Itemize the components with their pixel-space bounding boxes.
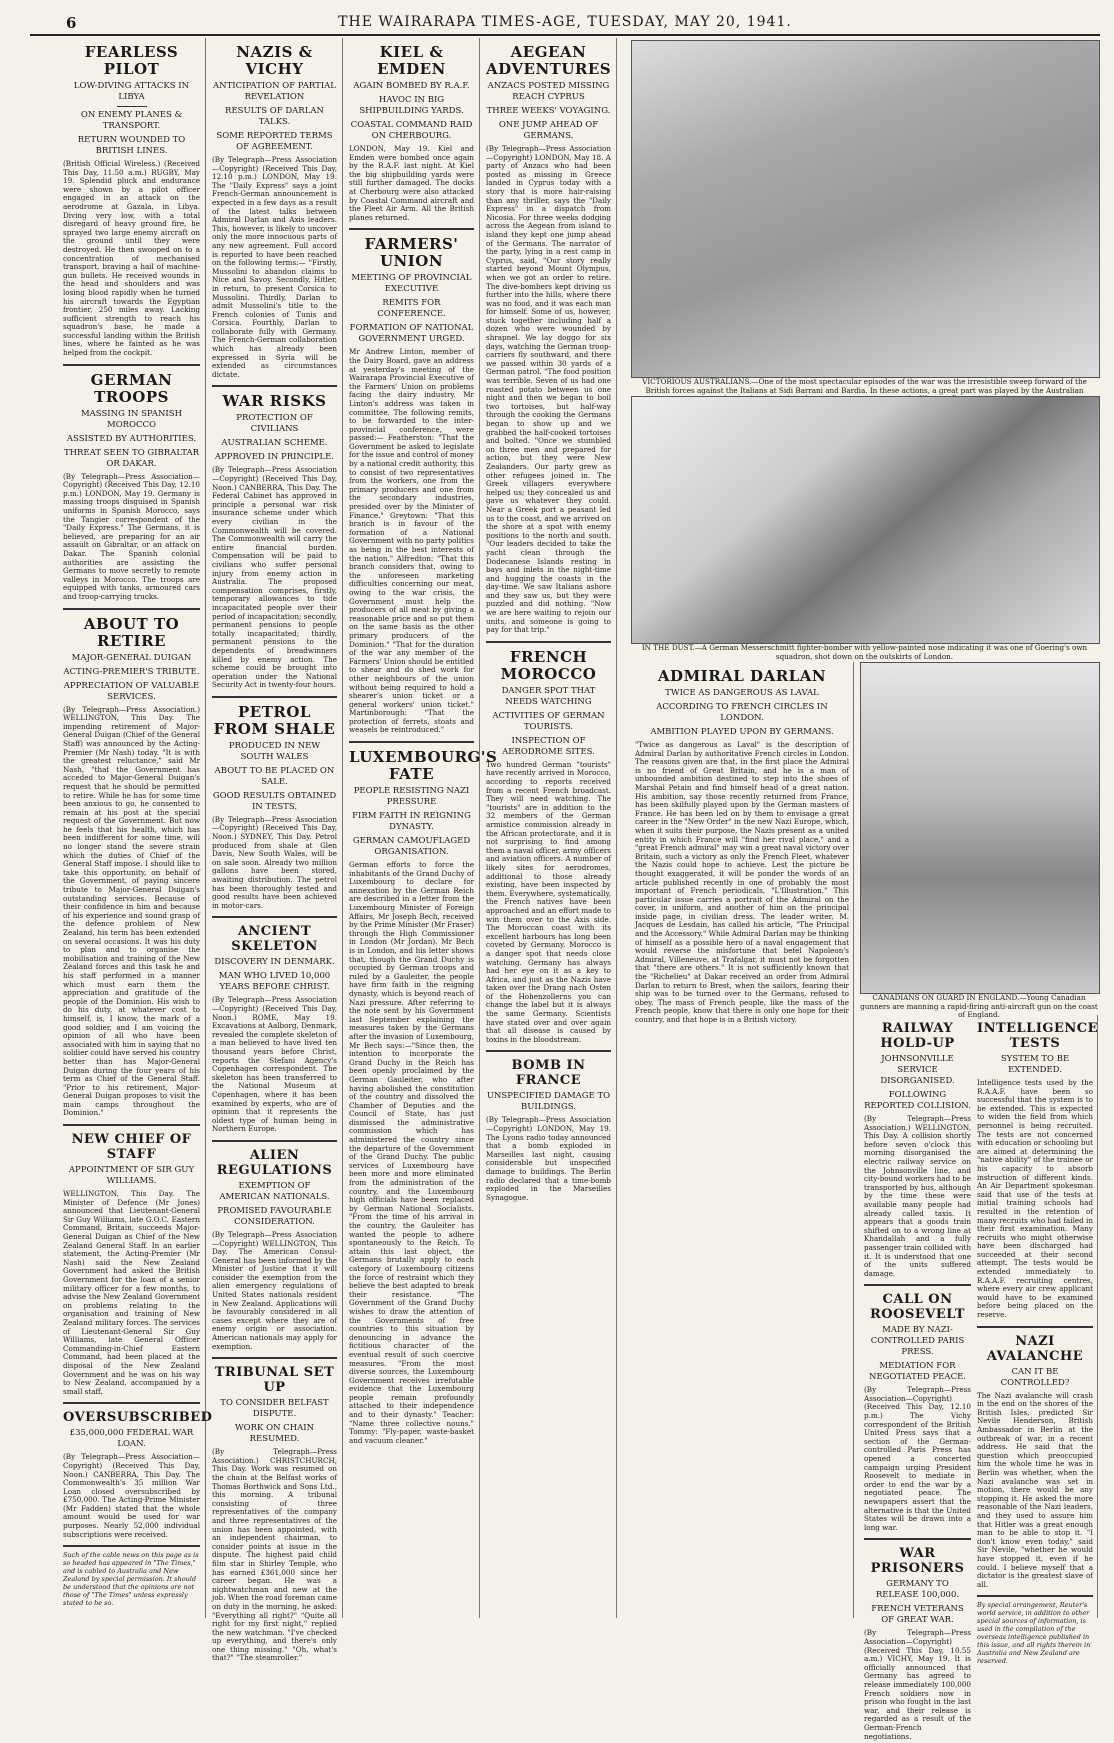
subheading: ANZACS POSTED MISSING REACH CYPRUS bbox=[487, 81, 610, 102]
headline: BOMB IN FRANCE bbox=[511, 1058, 586, 1089]
headline: WAR RISKS bbox=[222, 392, 327, 411]
subheading: APPROVED IN PRINCIPLE. bbox=[214, 452, 335, 463]
headline: KIEL & EMDEN bbox=[377, 43, 446, 78]
article-body: (By Telegraph—Press Association—Copyright) (Received This Day, Noon.) CANBERRA, This Day. The Federal Cabinet has approved in principle a personal war risk insurance scheme under which every civilian in the Commonwealth will be covered. The Commonwealth will carry the entire financial burden. Compensation will be paid to civilians who suffer personal injury from enemy action in Australia. The proposed compensation comprises, firstly, temporary allowances to tide incapacitated people over their period of incapacitation; secondly, permanent pensions to people totally incapacitated; thirdly, permanent pensions to the dependents of breadwinners killed by enemy action. The scheme could be brought into operation under the National Security Act in twenty-four hours. bbox=[212, 465, 337, 690]
article-body: (By Telegraph—Press Association.) WELLINGTON, This Day. A collision shortly before seven o'clock this morning disorganised the electric railway service on the Johnsonville line, and city-bound workers had to be transported by bus, although by the time these were available many people had already called taxis. It appears that a goods train shifted on to a wrong line at Khandallah and a fully passenger train collided with it. It is understood that one of the units suffered damage. bbox=[864, 1114, 971, 1278]
subheading: £35,000,000 FEDERAL WAR LOAN. bbox=[69, 1428, 194, 1450]
subheading: DISCOVERY IN DENMARK. bbox=[214, 957, 335, 968]
divider bbox=[212, 696, 337, 698]
headline: FARMERS' UNION bbox=[364, 235, 459, 271]
headline: GERMAN TROOPS bbox=[90, 370, 173, 406]
subheading: MEETING OF PROVINCIAL EXECUTIVE bbox=[351, 273, 472, 295]
subheading: FIRM FAITH IN REIGNING DYNASTY. bbox=[352, 811, 471, 833]
headline: NEW CHIEF OF STAFF bbox=[71, 1132, 192, 1163]
divider bbox=[63, 1402, 200, 1404]
subheading: SOME REPORTED TERMS OF AGREEMENT. bbox=[216, 131, 333, 152]
headline: INTELLIGENCE TESTS bbox=[977, 1021, 1099, 1051]
divider bbox=[63, 1124, 200, 1126]
article-body: (By Telegraph—Press Association—Copyright) WELLINGTON, This Day. The American Consul-General has been informed by the Minister of Justice that it will consider the exemption from the alien emergency regulations of United States nationals resident in New Zealand. Applications will be favourably considered in all cases except where they are of enemy origin or association. American nationals may apply for exemption. bbox=[212, 1229, 337, 1351]
subheading: APPOINTMENT OF SIR GUY WILLIAMS. bbox=[68, 1165, 195, 1187]
photo-caption: CANADIANS ON GUARD IN ENGLAND.—Young Canadian gunners are manning a rapid-firing anti-aircraft gun on the coast of England. bbox=[860, 993, 1098, 1020]
subheading: THREAT SEEN TO GIBRALTAR OR DAKAR. bbox=[63, 447, 200, 469]
article-body: (By Telegraph—Press Association—Copyright) (Received This Day, 12.10 p.m.) The Vichy correspondent of the British United Press says that a section of the German-controlled Paris Press has opened a concerted campaign urging President Roosevelt to mediate in order to end the war by a negotiated peace. The newspapers assert that the alternative is that the United States will be drawn into a long war. bbox=[864, 1385, 971, 1532]
column-6-lower bbox=[860, 1015, 1099, 1741]
subheading: REMITS FOR CONFERENCE. bbox=[377, 298, 446, 320]
divider bbox=[864, 1284, 971, 1286]
subheading: TWICE AS DANGEROUS AS LAVAL bbox=[665, 688, 819, 698]
divider bbox=[212, 1140, 337, 1142]
divider bbox=[212, 1357, 337, 1359]
subheading: INSPECTION OF AERODROME SITES. bbox=[502, 735, 595, 757]
footnote: By special arrangement, Reuter's world service, in addition to other special sources of information, is used in the compilation of the overseas intelligence published in this issue, and all rights therein in Australia and New Zealand are reserved. bbox=[977, 1601, 1091, 1666]
column-4 bbox=[481, 38, 617, 1618]
column-6-left bbox=[864, 1015, 971, 1743]
subheading: PROMISED FAVOURABLE CONSIDERATION. bbox=[217, 1205, 332, 1227]
subheading: FRENCH VETERANS OF GREAT WAR. bbox=[871, 1604, 964, 1626]
divider bbox=[486, 641, 611, 643]
subheading: DANGER SPOT THAT NEEDS WATCHING bbox=[501, 685, 596, 707]
article-body: (By Telegraph—Press Association—Copyright) LONDON, May 18. A party of Anzacs who had been posted as missing in Greece landed in Cyprus today with a story that is more hair-raising than any thriller, says the "Daily Express" in a dispatch from Nicosia. For three weeks dodging across the Aegean from island to island they kept one jump ahead of the Germans. The narrator of the party, lying in a rest camp in Cyprus, said, "Our story really started beyond Mount Olympus, when we got an order to retire. The dive-bombers kept driving us further into the hills, where there was no food, and it was each man for himself. Some of us, however, stuck together including half a dozen who were wounded by shrapnel. We lay doggo for six days, watching the German troop-carriers fly southward, and there we passed within 30 yards of a German patrol. "The food position was terrible. Seven of us had one roasted potato between us one night and then we began to boil two tortoises, but half-way through the cooking the Germans began to show up and we grabbed the half-cooked tortoises and bolted. "Once we stumbled on three men and prepared for action, but they were New Zealanders. Our party grew as other refugees joined in. The Greek villagers everywhere helped us; they concealed us and gave us whatever they could. Near a Greek port a peasant led us to the coast, and we arrived on the shore at a spot with enemy positions to the north and south. "Our leaders decided to take the yacht clean through the Dodecanese Islands resting in bays and inlets in the night-time and hugging the coasts in the day-time. We saw Italians ashore and they saw us, but they were puzzled and did nothing. "Now we are here waiting to rejoin our units, and someone is going to pay for that trip." bbox=[486, 144, 611, 635]
article-body: Two hundred German "tourists" have recently arrived in Morocco, according to reports received from a recent French broadcast. They will need watching. The "tourists" are in addition to the 32 members of the German armistice commission already in the African protectorate, and it is not surprising to find among them a naval officer, army officers and aviation officers. A number of likely sites for aerodromes, additional to those already existing, have been inspected by them. Everywhere, systematically, the French natives have been approached and an effort made to win them over to the Axis side. The Moroccan coast with its excellent harbours has long been coveted by Germany. Morocco is a danger spot that needs close watching. Germany has always had her eye on it as a key to Africa, and just as the Nazis have taken over the Drang nach Osten of the Hohenzollerns you can change the label but it is always the same Germany. Scientists have stated over and over again that all disease is caused by toxins in the bloodstream. bbox=[486, 759, 611, 1044]
article-body: (By Telegraph—Press Association—Copyright) (Received This Day, Noon.) CANBERRA, This Day. The Commonwealth's 35 million War Loan closed oversubscribed by £750,000. The Acting-Prime Minister (Mr Fadden) stated that the whole amount would be used for war purposes. Nearly 52,000 individual subscriptions were received. bbox=[63, 1452, 200, 1539]
subheading: AMBITION PLAYED UPON BY GERMANS. bbox=[650, 727, 834, 737]
subheading: RESULTS OF DARLAN TALKS. bbox=[225, 106, 324, 127]
divider bbox=[977, 1595, 1093, 1597]
subheading: PEOPLE RESISTING NAZI PRESSURE bbox=[353, 786, 470, 808]
headline: TRIBUNAL SET UP bbox=[214, 1365, 335, 1396]
subheading: ACCORDING TO FRENCH CIRCLES IN LONDON. bbox=[656, 702, 828, 723]
subheading: ON ENEMY PLANES & TRANSPORT. bbox=[80, 110, 183, 131]
photo-messerschmitt-wreck bbox=[631, 396, 1100, 644]
article-body: (By Telegraph—Press Association—Copyright) (Received This Day, 12.10 p.m.) LONDON, May 19. The "Daily Express" says a joint French-German announcement is expected in a few days as a result of the latest talks between Admiral Darlan and Axis leaders. This, however, is likely to uncover only the more innocuous parts of any new agreement. Full accord is reported to have been reached on the following terms:— "Firstly, Mussolini to abandon claims to Nice and Savoy. Secondly, Hitler, in return, to present Corsica to Mussolini. Thirdly, Darlan to admit Mussolini's title to the French colonies of Tunis and Corsica. Fourthly, Darlan to collaborate fully with Germany. The French-German collaboration which has already been expressed in Syria will be extended as circumstances dictate. bbox=[212, 155, 337, 379]
subheading: EXEMPTION OF AMERICAN NATIONALS. bbox=[219, 1180, 330, 1202]
subheading: MAN WHO LIVED 10,000 YEARS BEFORE CHRIST. bbox=[218, 971, 331, 993]
article-body: (By Telegraph—Press Association.) CHRISTCHURCH, This Day. Work was resumed on the chain at the Belfast works of Thomas Borthwick and Sons Ltd., this morning. A tribunal consisting of three representatives of the company and three representatives of the union has been appointed, with an independent chairman, to consider points at issue in the dispute. The highest paid child film star in Shirley Temple, who has earned £361,000 since her career began. He was a nightwatchman and new at the job. When the road foreman came on duty in the morning, he asked: "Everything all right?" "Quite all right for my first night," replied the new watchman. "I've checked up everything, and there's only one thing missing." "Oh, what's that?" "The steamroller." bbox=[212, 1447, 337, 1663]
headline: WAR PRISONERS bbox=[870, 1546, 965, 1577]
headline: CALL ON ROOSEVELT bbox=[870, 1292, 965, 1323]
subheading: MADE BY NAZI-CONTROLLED PARIS PRESS. bbox=[870, 1325, 965, 1358]
photo-canadian-gunners bbox=[860, 662, 1100, 994]
subheading: FOLLOWING REPORTED COLLISION. bbox=[864, 1090, 971, 1111]
article-body: (By Telegraph—Press Association—Copyright) (Received This Day, Noon.) ROME, May 19. Excavations at Aalborg, Denmark, revealed the complete skeleton of a man believed to have lived ten thousand years before Christ, reports the Stefani Agency's Copenhagen correspondent. The skeleton has been transferred to the National Museum at Copenhagen, where it has been examined by experts, who are of opinion that it represents the oldest type of human being in Northern Europe. bbox=[212, 995, 337, 1134]
headline: AEGEAN ADVENTURES bbox=[486, 43, 612, 78]
divider bbox=[977, 1326, 1093, 1328]
article-body: (By Telegraph—Press Association—Copyright) (Received This Day, 12.10 p.m.) LONDON, May 19. Germany is massing troops disguised in Spanish uniforms in Spanish Morocco, says the Tangier correspondent of the "Daily Express." The Germans, it is believed, are preparing for an air assault on Gibraltar, or an attack on Dakar. The Spanish colonial authorities are assisting the Germans to move secretly to remote valleys in Morocco. The troops are equipped with tanks, armoured cars and troop-carrying trucks. bbox=[63, 471, 200, 601]
subheading: ABOUT TO BE PLACED ON SALE. bbox=[214, 765, 335, 787]
divider bbox=[63, 1545, 200, 1547]
subheading: JOHNSONVILLE SERVICE DISORGANISED. bbox=[880, 1054, 955, 1086]
article-body: WELLINGTON, This Day. The Minister of Defence (Mr Jones) announced that Lieutenant-General Sir Guy Williams, late G.O.C. Eastern Command, Britain, succeeds Major-General Duigan as Chief of the New Zealand General Staff. In an earlier statement, the Acting-Premier (Mr Nash) said the New Zealand Government had asked the British Government for the loan of a senior military officer for a few months, to advise the New Zealand Government on problems relating to the organisation and training of New Zealand military forces. The services of Lieutenant-General Sir Guy Williams, late General Officer Commanding-in-Chief Eastern Command, had been placed at the disposal of the New Zealand Government and he was on his way to New Zealand, accompanied by a small staff. bbox=[63, 1189, 200, 1396]
subheading: HAVOC IN BIG SHIPBUILDING YARDS. bbox=[359, 95, 464, 116]
masthead bbox=[30, 10, 1100, 36]
divider bbox=[349, 228, 474, 230]
headline: ALIEN REGULATIONS bbox=[216, 1147, 333, 1178]
subheading: ANTICIPATION OF PARTIAL REVELATION bbox=[213, 81, 336, 102]
article-body: LONDON, May 19. Kiel and Emden were bombed once again by the R.A.F. last night. At Kiel the big shipbuilding yards were still further damaged. The docks at Cherbourg were also attacked by Coastal Command aircraft and the Fleet Air Arm. All the British planes returned. bbox=[349, 144, 474, 222]
divider bbox=[212, 385, 337, 387]
headline: LUXEMBOURG'S FATE bbox=[349, 748, 498, 784]
subheading: RETURN WOUNDED TO BRITISH LINES. bbox=[77, 135, 186, 156]
divider bbox=[486, 1050, 611, 1052]
photo-australians-desert bbox=[631, 40, 1100, 378]
headline: NAZIS & VICHY bbox=[236, 43, 313, 78]
footnote: Such of the cable news on this page as is so headed has appeared in "The Times," and is cabled to Australia and New Zealand by special permission. It should be understood that the opinions are not those of "The Times" unless expressly stated to be so. bbox=[63, 1551, 199, 1608]
subheading: LOW-DIVING ATTACKS IN LIBYA bbox=[73, 81, 190, 102]
headline: RAILWAY HOLD-UP bbox=[880, 1021, 955, 1051]
article-body: (By Telegraph—Press Association—Copyright) LONDON, May 19. The Lyons radio today announced that a bomb exploded in Marseilles last night, causing considerable but unspecified damage to buildings. The Berlin radio declared that a time-bomb exploded in the Marseilles Synagogue. bbox=[486, 1115, 611, 1202]
divider bbox=[864, 1538, 971, 1540]
subheading: TO CONSIDER BELFAST DISPUTE. bbox=[220, 1398, 329, 1420]
column-1 bbox=[58, 38, 213, 1618]
newspaper-title: THE WAIRARAPA TIMES-AGE, TUESDAY, MAY 20, 1941. bbox=[338, 14, 792, 30]
subheading: WORK ON CHAIN RESUMED. bbox=[234, 1423, 315, 1445]
article-body: The Nazi avalanche will crash in the end on the shores of the British Isles, predicted Sir Nevile Henderson, British Ambassador in Berlin at the outbreak of war, in a recent address. He said that the question which preoccupied him the whole time he was in Berlin was whether, when the Nazi avalanche was set in motion, there would be any stopping it. He asked the more reasonable of the Nazi leaders, and they used to assure him that Hitler was a great enough man to be able to stop it. "I don't know even today," said Sir Nevile, "whether he would have stopped it, even if he could. I believe myself that a dictator is the greatest slave of all. bbox=[977, 1390, 1093, 1589]
subheading: ACTIVITIES OF GERMAN TOURISTS. bbox=[492, 710, 605, 732]
subheading: SYSTEM TO BE EXTENDED. bbox=[1000, 1054, 1070, 1075]
column-5-lower bbox=[631, 662, 854, 1618]
subheading: UNSPECIFIED DAMAGE TO BUILDINGS. bbox=[486, 1091, 611, 1113]
photo-caption: IN THE DUST.—A German Messerschmitt fighter-bomber with yellow-painted nose indicating it was one of Goering's own squadron, shot down on the outskirts of London. bbox=[641, 643, 1088, 661]
subheading: AUSTRALIAN SCHEME. bbox=[221, 438, 328, 449]
page-number: 6 bbox=[66, 14, 77, 32]
headline: NAZI AVALANCHE bbox=[986, 1333, 1084, 1364]
headline: OVERSUBSCRIBED bbox=[63, 1410, 213, 1426]
subheading: COASTAL COMMAND RAID ON CHERBOURG. bbox=[350, 120, 473, 141]
subheading: FORMATION OF NATIONAL GOVERNMENT URGED. bbox=[349, 323, 474, 345]
subheading: CAN IT BE CONTROLLED? bbox=[1000, 1366, 1070, 1388]
headline: ABOUT TO RETIRE bbox=[83, 614, 180, 650]
divider bbox=[212, 916, 337, 918]
article-body: Mr Andrew Linton, member of the Dairy Board, gave an address at yesterday's meeting of the Wairarapa Provincial Executive of the Farmers' Union on problems facing the dairy industry. Mr Linton's address was taken in committee. The following remits, to be forwarded to the inter-provincial conference, were passed:— Featherston: "That the Government be asked to legislate for the issue and control of money by a national credit authority, this to consist of two representatives from the workers, one from the primary producers and one from the secondary industries, presided over by the Minister of Finance." Greytown: "That this branch is in favour of the formation of a National Government with no party politics as being in the best interests of the nation." Alfredton: "That this branch considers that, owing to the unforeseen marketing difficulties concerning our meat, owing to the war crisis, the Government must help the producers of all meat by giving a reasonable price and so put them on the same basis as the other primary producers of the Dominion." "That for the duration of the war any member of the Farmers' Union should be entitled to shear and do shed work for other neighbours of the union without being required to hold a shearer's union ticket or a general workers' union ticket." Martinborough: "That the protection of ferrets, stoats and weasels be reintroduced." bbox=[349, 347, 474, 735]
subheading: GERMAN CAMOUFLAGED ORGANISATION. bbox=[352, 836, 471, 858]
article-body: (British Official Wireless.) (Received This Day, 11.50 a.m.) RUGBY, May 19. Splendid pluck and endurance were shown by a pilot officer engaged in an attack on the aerodrome at Gazala, in Libya. Diving very low, with a total disregard of heavy ground fire, he sprayed two large enemy aircraft on the ground until they were destroyed. He then swooped on to a concentration of mechanised transport, braving a hail of machine-gun bullets. He received wounds in the head and shoulders and was losing blood rapidly when he turned his aircraft towards the Egyptian frontier, 250 miles away. Lacking sufficient strength to reach his squadron's base, he made a successful landing within the British lines, where he fainted as he was helped from the cockpit. bbox=[63, 159, 200, 358]
subheading: GERMANY TO RELEASE 100,000. bbox=[875, 1579, 960, 1601]
subheading: ASSISTED BY AUTHORITIES. bbox=[66, 433, 197, 444]
headline: PETROL FROM SHALE bbox=[213, 702, 336, 738]
subheading: AGAIN BOMBED BY R.A.F. bbox=[353, 81, 470, 91]
article-body: Intelligence tests used by the R.A.A.F. have been so successful that the system is to be extended. This is expected to widen the field from which personnel is being recruited. The tests are not concerned with education or schooling but are aimed at determining the "native ability" of the trainee or his capacity to absorb instruction of different kinds. An Air Department spokesman said that use of the tests at initial training schools had resulted in the retention of many recruits who had failed in their first examination. Many recruits who might otherwise have been discharged had succeeded at their second attempt. The tests would be extended immediately to R.A.A.F. recruiting centres, where every air crew applicant would have to be examined before being placed on the reserve. bbox=[977, 1078, 1093, 1320]
divider bbox=[349, 741, 474, 743]
subheading: APPRECIATION OF VALUABLE SERVICES. bbox=[63, 680, 200, 702]
subheading: MEDIATION FOR NEGOTIATED PEACE. bbox=[869, 1361, 966, 1383]
headline: FEARLESS PILOT bbox=[84, 43, 179, 78]
article-body: German efforts to force the inhabitants of the Grand Duchy of Luxembourg to declare for annexation by the German Reich are described in a letter from the Luxembourg Minister of Foreign Affairs, Mr Joseph Bech, received by the Prime Minister (Mr Fraser) through the High Commissioner in London (Mr Jordan). Mr Bech is in London, and his letter shows that, though the Grand Duchy is occupied by German troops and ruled by a Gauleiter, the people have firm faith in the reigning dynasty, which is beyond reach of Nazi pressure. After referring to the note sent by his Government last September explaining the measures taken by the Germans after the invasion of Luxembourg, Mr Bech says:—"Since then, the intention to incorporate the Grand Duchy in the Reich has been openly proclaimed by the German Gauleiter, who after having abolished the constitution of the country and dissolved the Chamber of Deputies and the Council of State, has just dismissed the administrative commission which has administered the country since the departure of the Government of the Grand Duchy. The public services of Luxembourg have been more and more eliminated from the administration of the country, and the Luxembourg high officials have been replaced by German National Socialists. "From the time of his arrival in the country, the Gauleiter has wanted the people to adhere spontaneously to the Reich. To attain this last object, the Germans brutally apply to each category of Luxembourg citizens the force of restraint which they believe the best adapted to break their resistance. "The Government of the Grand Duchy wishes to draw the attention of the Governments of free countries to this situation by denouncing in advance the fictitious character of the eventual result of such coercive measures. "From the most diverse sources, the Luxembourg Government receives irrefutable evidence that the Luxembourg people remain profoundly attached to their independence and to their dynasty." Teacher: "Name three collective nouns." Tommy: "Fly-paper, waste-basket and vacuum cleaner." bbox=[349, 860, 474, 1445]
column-6-split bbox=[864, 1015, 1099, 1743]
headline: FRENCH MOROCCO bbox=[500, 647, 597, 683]
article-body: (By Telegraph—Press Association—Copyright) (Received This Day, Noon.) SYDNEY, This Day. Petrol produced from shale at Glen Davis, New South Wales, will be on sale soon. Already two million gallons have been stored, awaiting distribution. The petrol has been thoroughly tested and good results have been achieved in motor-cars. bbox=[212, 814, 337, 910]
divider bbox=[63, 364, 200, 366]
subheading: MASSING IN SPANISH MOROCCO bbox=[80, 408, 183, 430]
subheading: PROTECTION OF CIVILIANS bbox=[236, 413, 313, 435]
divider bbox=[63, 608, 200, 610]
article-body: (By Telegraph—Press Association.) WELLINGTON, This Day. The impending retirement of Major-General Duigan (Chief of the General Staff) was announced by the Acting-Premier (Mr Nash) today. "It is with the greatest reluctance," said Mr Nash, "that the Government has acceded to Major-General Duigan's request that he should be permitted to retire. While he has for some time been anxious to go, he consented to remain at his post at the special request of the Government. But now he feels that his health, which has been indifferent for some time, will no longer stand the severe strain which the duties of Chief of the General Staff impose. I should like to take this opportunity, on behalf of the Government, of paying sincere tribute to Major-General Duigan's outstanding services. Because of their confidence in him and because of his experience and sound grasp of the defence problem of New Zealand, his term has been extended on several occasions. It was his duty to plan and to organise the mobilisation and training of the New Zealand forces and this task he and his staff performed in a manner which must earn them the appreciation and gratitude of the people of the Dominion. His wish to do his duty, at whatever cost to himself, is, I know, the mark of a good soldier, and I am voicing the opinion of all who have been associated with him in saying that no soldier could have served his country better than has Major-General Duigan during the four years of his term as Chief of the General Staff. "Prior to his retirement, Major-General Duigan proposes to visit the main camps throughout the Dominion." bbox=[63, 704, 200, 1118]
subheading: GOOD RESULTS OBTAINED IN TESTS. bbox=[212, 790, 337, 812]
subheading: PRODUCED IN NEW SOUTH WALES bbox=[228, 740, 321, 762]
subheading: THREE WEEKS' VOYAGING. bbox=[486, 106, 611, 116]
article-body: (By Telegraph—Press Association—Copyright) (Received This Day, 10.55 a.m.) VICHY, May 19. It is officially announced that Germany has agreed to release immediately 100,000 French soldiers now in prison who fought in the last war, and their release is regarded as a result of the German-French negotiations. bbox=[864, 1628, 971, 1741]
subheading: ONE JUMP AHEAD OF GERMANS. bbox=[498, 120, 599, 141]
headline: ADMIRAL DARLAN bbox=[657, 667, 827, 685]
photo-caption: VICTORIOUS AUSTRALIANS.—One of the most spectacular episodes of the war was the irresistible sweep forward of the British forces against the Italians at Sidi Barrani and Bardia. In these actions, a great part was played by the Australian bbox=[642, 377, 1087, 395]
column-3 bbox=[344, 38, 498, 1618]
column-6-right bbox=[977, 1015, 1099, 1743]
subheading: MAJOR-GENERAL DUIGAN bbox=[71, 652, 192, 663]
article-body: "Twice as dangerous as Laval" is the description of Admiral Darlan by authoritative French circles in London. The reasons given are that, in the first place the Admiral is no friend of Great Britain, and he is a man of unbounded ambition destined to step into the shoes of Marshal Petain and find himself head of a great nation. His ambition, say those recently returned from France, has been skilfully played upon by the German masters of France. He has been led on by them to envisage a great career in the "New Order" in the new Nazi Europe, which, when it suits their purpose, the Nazis present as a united entity in which France will "find her rival place," and a "great French admiral" may win a great naval victory over Britain, such a victory as only the French Fleet, whatever the Nazis could hope to achieve. Lest the picture be thought exaggerated, it will be ponder the words of an article published recently in one of probably the most important of French periodicals, "L'Illustration." This particular issue carries a portrait of the Admiral on the cover, in uniform, and another of him on the principal inside page, in civilian dress. The leader writer, M. Jacques de Lesdain, has called his article, "The Principal and the Accessory." While Admiral Darlan may be thinking of himself as a possible hero of a naval engagement that would reverse the misfortune that befel Napoleon's Admiral, Villeneuve, at Trafalgar, it must not be forgotten that "there are others." It is not sufficiently known that the "Richelieu" at Dakar received an order from Admiral Darlan to return to Brest, when the sailors, fearing their ship was to be turned over to the Germans, refused to obey. The mass of French people, like the mass of the French people, know that there is only one hope for their country, and that hope is in a British victory. bbox=[635, 740, 849, 1024]
column-2 bbox=[207, 38, 343, 1663]
subheading: ACTING-PREMIER'S TRIBUTE. bbox=[63, 666, 200, 677]
headline: ANCIENT SKELETON bbox=[231, 924, 318, 955]
divider bbox=[117, 106, 147, 107]
